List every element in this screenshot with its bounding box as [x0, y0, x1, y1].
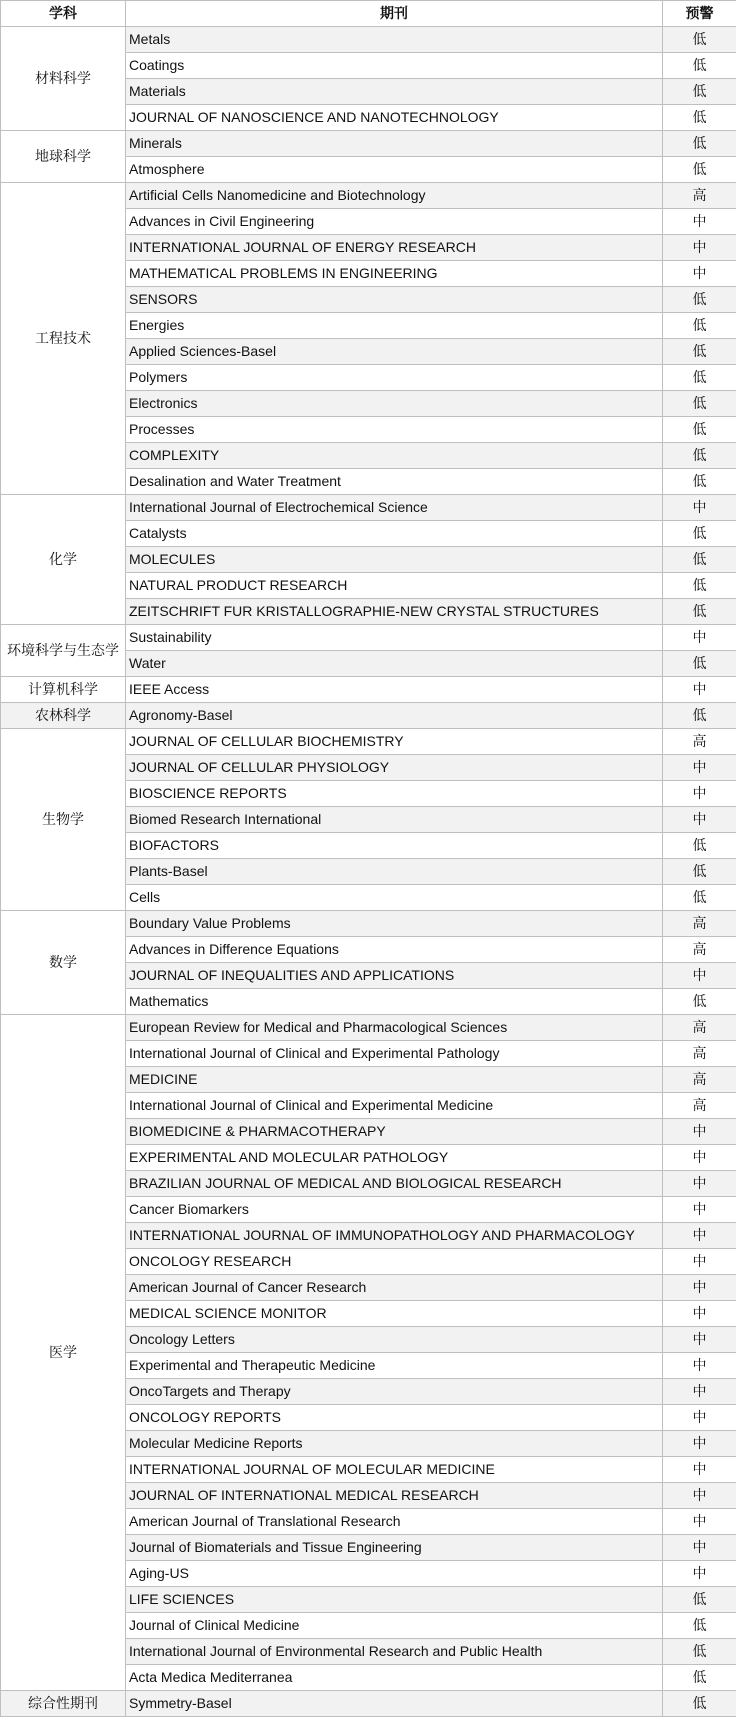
warning-level-cell: 低 — [663, 833, 736, 859]
journal-cell: Metals — [126, 27, 663, 53]
journal-cell: SENSORS — [126, 287, 663, 313]
subject-cell: 生物学 — [1, 729, 126, 911]
warning-level-cell: 高 — [663, 183, 736, 209]
warning-level-cell: 中 — [663, 1483, 736, 1509]
warning-level-cell: 低 — [663, 157, 736, 183]
journal-cell: International Journal of Clinical and Experimental Medicine — [126, 1093, 663, 1119]
journal-cell: Atmosphere — [126, 157, 663, 183]
warning-level-cell: 中 — [663, 1327, 736, 1353]
journal-cell: MEDICAL SCIENCE MONITOR — [126, 1301, 663, 1327]
warning-level-cell: 中 — [663, 1405, 736, 1431]
table-row — [1, 625, 736, 651]
warning-level-cell: 中 — [663, 781, 736, 807]
warning-level-cell: 低 — [663, 53, 736, 79]
warning-level-cell: 低 — [663, 521, 736, 547]
journal-cell: EXPERIMENTAL AND MOLECULAR PATHOLOGY — [126, 1145, 663, 1171]
warning-level-cell: 高 — [663, 1015, 736, 1041]
subject-cell: 地球科学 — [1, 131, 126, 183]
warning-level-cell: 低 — [663, 27, 736, 53]
table-row — [1, 183, 736, 209]
warning-level-cell: 低 — [663, 989, 736, 1015]
warning-level-cell: 高 — [663, 729, 736, 755]
subject-cell: 综合性期刊 — [1, 1691, 126, 1717]
journal-cell: INTERNATIONAL JOURNAL OF IMMUNOPATHOLOGY AND PHARMACOLOGY — [126, 1223, 663, 1249]
warning-level-cell: 中 — [663, 495, 736, 521]
journal-cell: Biomed Research International — [126, 807, 663, 833]
journal-cell: Processes — [126, 417, 663, 443]
header-warning: 预警 — [663, 1, 736, 27]
subject-cell: 工程技术 — [1, 183, 126, 495]
warning-level-cell: 低 — [663, 417, 736, 443]
journal-cell: Agronomy-Basel — [126, 703, 663, 729]
journal-cell: International Journal of Electrochemical Science — [126, 495, 663, 521]
journal-cell: Cells — [126, 885, 663, 911]
journal-cell: BIOMEDICINE & PHARMACOTHERAPY — [126, 1119, 663, 1145]
journal-cell: INTERNATIONAL JOURNAL OF ENERGY RESEARCH — [126, 235, 663, 261]
warning-level-cell: 低 — [663, 287, 736, 313]
warning-level-cell: 中 — [663, 1379, 736, 1405]
warning-level-cell: 中 — [663, 1535, 736, 1561]
warning-level-cell: 中 — [663, 677, 736, 703]
journal-cell: JOURNAL OF INTERNATIONAL MEDICAL RESEARCH — [126, 1483, 663, 1509]
warning-level-cell: 低 — [663, 1587, 736, 1613]
journal-cell: NATURAL PRODUCT RESEARCH — [126, 573, 663, 599]
warning-level-cell: 低 — [663, 469, 736, 495]
journal-cell: JOURNAL OF CELLULAR PHYSIOLOGY — [126, 755, 663, 781]
warning-level-cell: 中 — [663, 625, 736, 651]
journal-cell: Aging-US — [126, 1561, 663, 1587]
warning-level-cell: 低 — [663, 885, 736, 911]
warning-level-cell: 低 — [663, 859, 736, 885]
warning-level-cell: 中 — [663, 1171, 736, 1197]
journal-cell: Electronics — [126, 391, 663, 417]
table-row — [1, 703, 736, 729]
table-row — [1, 1691, 736, 1717]
journal-cell: IEEE Access — [126, 677, 663, 703]
table-row — [1, 677, 736, 703]
journal-cell: COMPLEXITY — [126, 443, 663, 469]
warning-level-cell: 高 — [663, 937, 736, 963]
subject-cell: 材料科学 — [1, 27, 126, 131]
journal-cell: BIOFACTORS — [126, 833, 663, 859]
journal-cell: Acta Medica Mediterranea — [126, 1665, 663, 1691]
warning-level-cell: 中 — [663, 755, 736, 781]
journal-cell: European Review for Medical and Pharmacological Sciences — [126, 1015, 663, 1041]
warning-level-cell: 低 — [663, 1613, 736, 1639]
warning-level-cell: 中 — [663, 1509, 736, 1535]
warning-level-cell: 高 — [663, 911, 736, 937]
journal-cell: Energies — [126, 313, 663, 339]
warning-level-cell: 低 — [663, 1639, 736, 1665]
warning-level-cell: 低 — [663, 443, 736, 469]
journal-cell: Molecular Medicine Reports — [126, 1431, 663, 1457]
journal-cell: MEDICINE — [126, 1067, 663, 1093]
journal-cell: JOURNAL OF CELLULAR BIOCHEMISTRY — [126, 729, 663, 755]
subject-cell: 环境科学与生态学 — [1, 625, 126, 677]
journal-cell: Polymers — [126, 365, 663, 391]
warning-level-cell: 中 — [663, 1119, 736, 1145]
journal-cell: Journal of Biomaterials and Tissue Engineering — [126, 1535, 663, 1561]
header-journal: 期刊 — [126, 1, 663, 27]
subject-cell: 数学 — [1, 911, 126, 1015]
warning-level-cell: 低 — [663, 391, 736, 417]
warning-level-cell: 低 — [663, 547, 736, 573]
journal-cell: Minerals — [126, 131, 663, 157]
warning-level-cell: 低 — [663, 599, 736, 625]
warning-level-cell: 中 — [663, 807, 736, 833]
journal-cell: BIOSCIENCE REPORTS — [126, 781, 663, 807]
table-row — [1, 911, 736, 937]
warning-level-cell: 中 — [663, 261, 736, 287]
subject-cell: 农林科学 — [1, 703, 126, 729]
journal-cell: Advances in Civil Engineering — [126, 209, 663, 235]
warning-level-cell: 低 — [663, 1691, 736, 1717]
warning-level-cell: 中 — [663, 1561, 736, 1587]
warning-level-cell: 中 — [663, 1145, 736, 1171]
journal-cell: JOURNAL OF INEQUALITIES AND APPLICATIONS — [126, 963, 663, 989]
journal-cell: Mathematics — [126, 989, 663, 1015]
journal-cell: ZEITSCHRIFT FUR KRISTALLOGRAPHIE-NEW CRYSTAL STRUCTURES — [126, 599, 663, 625]
header-subject: 学科 — [1, 1, 126, 27]
warning-level-cell: 低 — [663, 313, 736, 339]
journal-cell: Cancer Biomarkers — [126, 1197, 663, 1223]
warning-level-cell: 中 — [663, 1353, 736, 1379]
table-row — [1, 729, 736, 755]
warning-level-cell: 中 — [663, 1275, 736, 1301]
journal-cell: ONCOLOGY REPORTS — [126, 1405, 663, 1431]
journal-cell: Oncology Letters — [126, 1327, 663, 1353]
warning-level-cell: 低 — [663, 573, 736, 599]
warning-level-cell: 中 — [663, 1197, 736, 1223]
journal-cell: OncoTargets and Therapy — [126, 1379, 663, 1405]
warning-level-cell: 低 — [663, 703, 736, 729]
subject-cell: 化学 — [1, 495, 126, 625]
journal-cell: MATHEMATICAL PROBLEMS IN ENGINEERING — [126, 261, 663, 287]
warning-level-cell: 低 — [663, 79, 736, 105]
journal-cell: INTERNATIONAL JOURNAL OF MOLECULAR MEDICINE — [126, 1457, 663, 1483]
warning-level-cell: 中 — [663, 235, 736, 261]
warning-level-cell: 中 — [663, 1223, 736, 1249]
journal-cell: MOLECULES — [126, 547, 663, 573]
journal-cell: Applied Sciences-Basel — [126, 339, 663, 365]
warning-level-cell: 高 — [663, 1093, 736, 1119]
table-row — [1, 495, 736, 521]
journal-cell: Materials — [126, 79, 663, 105]
warning-level-cell: 中 — [663, 1249, 736, 1275]
journal-cell: Sustainability — [126, 625, 663, 651]
warning-level-cell: 低 — [663, 365, 736, 391]
journal-cell: Artificial Cells Nanomedicine and Biotechnology — [126, 183, 663, 209]
journal-cell: Symmetry-Basel — [126, 1691, 663, 1717]
journal-cell: American Journal of Cancer Research — [126, 1275, 663, 1301]
journal-cell: Water — [126, 651, 663, 677]
subject-cell: 计算机科学 — [1, 677, 126, 703]
warning-level-cell: 中 — [663, 1301, 736, 1327]
journal-cell: JOURNAL OF NANOSCIENCE AND NANOTECHNOLOGY — [126, 105, 663, 131]
table-row — [1, 131, 736, 157]
journal-cell: Journal of Clinical Medicine — [126, 1613, 663, 1639]
journal-cell: International Journal of Clinical and Experimental Pathology — [126, 1041, 663, 1067]
warning-level-cell: 中 — [663, 209, 736, 235]
warning-level-cell: 低 — [663, 131, 736, 157]
warning-level-cell: 高 — [663, 1067, 736, 1093]
journal-cell: Coatings — [126, 53, 663, 79]
journal-cell: BRAZILIAN JOURNAL OF MEDICAL AND BIOLOGICAL RESEARCH — [126, 1171, 663, 1197]
journal-cell: International Journal of Environmental Research and Public Health — [126, 1639, 663, 1665]
table-body — [1, 27, 736, 1717]
journal-cell: ONCOLOGY RESEARCH — [126, 1249, 663, 1275]
journal-cell: LIFE SCIENCES — [126, 1587, 663, 1613]
journal-cell: American Journal of Translational Research — [126, 1509, 663, 1535]
journal-cell: Advances in Difference Equations — [126, 937, 663, 963]
warning-level-cell: 低 — [663, 651, 736, 677]
journal-cell: Desalination and Water Treatment — [126, 469, 663, 495]
warning-level-cell: 低 — [663, 1665, 736, 1691]
header-row — [1, 1, 736, 27]
journal-cell: Experimental and Therapeutic Medicine — [126, 1353, 663, 1379]
warning-level-cell: 低 — [663, 339, 736, 365]
warning-level-cell: 中 — [663, 963, 736, 989]
journal-cell: Plants-Basel — [126, 859, 663, 885]
subject-cell: 医学 — [1, 1015, 126, 1691]
journal-cell: Catalysts — [126, 521, 663, 547]
journal-cell: Boundary Value Problems — [126, 911, 663, 937]
warning-level-cell: 中 — [663, 1457, 736, 1483]
table-row — [1, 27, 736, 53]
warning-level-cell: 高 — [663, 1041, 736, 1067]
warning-level-cell: 低 — [663, 105, 736, 131]
warning-level-cell: 中 — [663, 1431, 736, 1457]
table-row — [1, 1015, 736, 1041]
